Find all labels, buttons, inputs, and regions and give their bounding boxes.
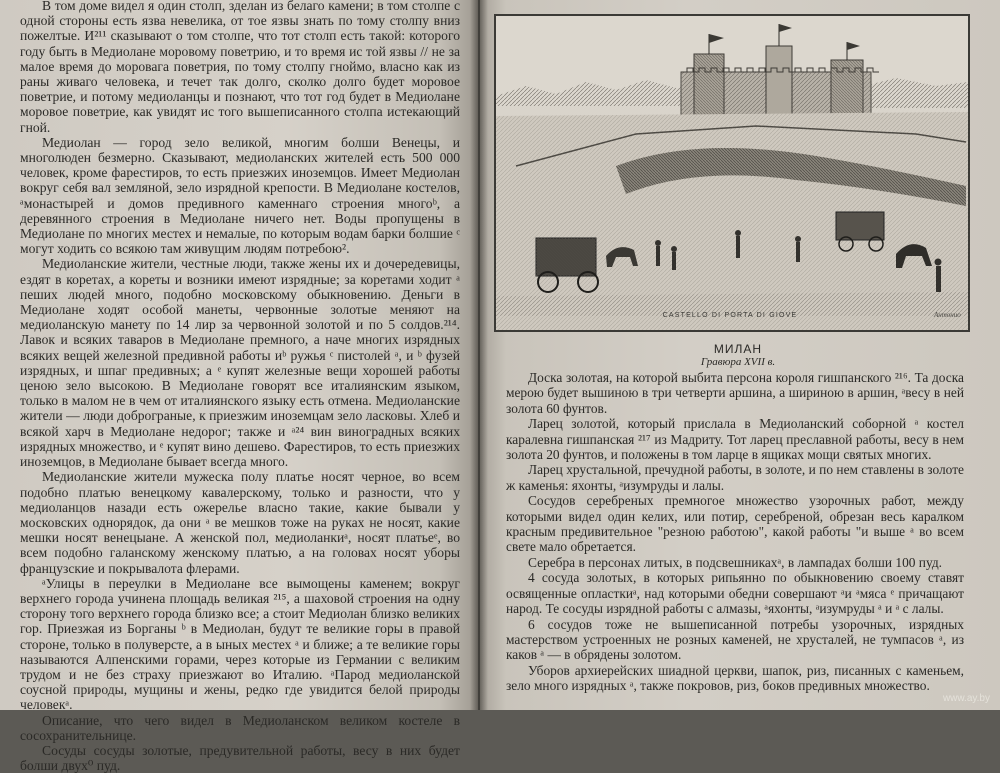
- paragraph: Ларец золотой, который прислала в Медиоланский соборной ᵃ костел каралевна гишпанская ²¹⁷ из Мадриту. Тот ларец преславной работы, весу в нем золота 20 фунтов, и положены в том ларце в ящиках мощи святых многих.: [506, 416, 964, 463]
- paragraph: Сосуды сосуды золотые, предувительной работы, весу в них будет болши двух⁰ пуд.: [20, 742, 460, 773]
- figure-subtitle: Гравюра XVII в.: [700, 356, 776, 368]
- paragraph: Медиоланские жители, честные люди, также жены их и дочередевицы, ездят в коретах, а кореты и возники имеют изрядные; за коретами ходит ᵃ пеших людей много, подобно московскому обыкновению. Деньги в Медиолане ходят особой манеты, червонные золотые меняют на медиоланскую манету по 14 лир за червонной золотой и по 5 солдов.²¹⁴. Лавок и всяких таваров в Медиолане премного, а наче многих изрядных всяких вещей железной предивной работы иᵇ ружья ᶜ пистолей ᵃ, и ᵇ фузей изрядных, и шпаг предивных; а ᵉ купят железные вещи хорошей работы ценою зело высокою. В Медиолане говорят все италиянским языком, только в малом не в чем от италиянского языку есть отмена. Медиоланские жители — люди доброграные, к приезжим иноземцам зело ласковы. Хлеб и всякой харч в Медиолане недорог; также и ᵃ²⁴ вин виноградных всяких изрядных множество, и ᵉ купят вино дешево. Фарестиров, то есть приезжих иноземцов, в Медиолане бывает всегда много.: [20, 256, 460, 470]
- left-page-text: [20, 0, 460, 773]
- paragraph: 6 сосудов тоже не вышеписанной потребы узорочных, изрядных мастерством устроенных не розных каменей, не хрусталей, не тумпасов ᵃ, из каков ᵃ — в обрядены золотом.: [506, 616, 964, 663]
- plate-signature: Антонио: [934, 311, 961, 319]
- left-page: [0, 0, 478, 773]
- paragraph: Доска золотая, на которой выбита персона короля гишпанского ²¹⁶. Та доска мерою будет вышиною в три четверти аршина, а шириною в аршин, ᵃвесу в ней золота 60 фунтов.: [506, 370, 964, 416]
- paragraph: ᵃУлицы в переулки в Медиолане все вымощены каменем; вокруг верхнего города учинена площадь великая ²¹⁵, а шаховой строения на одну сторону того верхнего города близко все; а стоит Медиолан близко великих гор. Приезжая из Борганы ᵇ в Медиолан, будут те великие горы в правой стороне, только в полуверсте, а в ыных местех ᵃ и ближе; а те великие горы называются Алпенскими горами, через которые из Германии с великим трудом и не без страху приезжают во Италию. ᵃПарод медиоланской соусной природы, мущины и жены, редко где увидится белой природы человекᵃ.: [20, 575, 460, 713]
- paragraph: Медиолан — город зело великой, многим болши Венецы, и многолюден безмерно. Сказывают, медиоланских жителей есть 500 000 человек, кроме фарестиров, то есть приезжих иноземцов. Имеет Медиолан вокруг себя вал земляной, зело изрядной крепости. В Медиолане костелов, ᵃмонастырей и домов предивного каменнаго строения многоᵇ, а деревянного строения в Медиолане ничего нет. Воды пропущены в Медиолане по многих местех и немалые, по которым водам барки болшие ᶜ могут ходить со всякою там живущим людям потребою².: [20, 134, 460, 257]
- paragraph: 4 сосуда золотых, в которых рипьянно по обыкновению своему ставят освященные опласткиᵃ, над которыми обедни совершают ᵃи ᵃмяса ᵉ причащают народ. Те сосуды изрядной работы с алмазы, ᵃяхонты, ᵃизумруды ᵃ и ᵃ с лалы.: [506, 570, 964, 617]
- paragraph: Ларец хрустальной, пречудной работы, в золоте, и по нем ставлены в золоте ж каменья: яхонты, ᵃизумруды и лалы.: [506, 462, 964, 493]
- right-page-text: [506, 370, 964, 694]
- paragraph: Уборов архиерейских шиадной церкви, шапок, риз, писанных с каменьем, зело много изрядных ᵃ, также покровов, риз, боков предивных множество.: [506, 662, 964, 694]
- right-page: [480, 0, 1000, 710]
- paragraph: Серебра в персонах литых, в подсвешникахᵃ, в лампадах болши 100 пуд.: [528, 554, 942, 570]
- paragraph: Медиоланские жители мужеска полу платье носят черное, во всем подобно платью венецкому кавалерскому, только и разности, что у медиоланцов назади есть ожерелье власно такие, какие бывали у московских однорядок, да они ᵃ ве мешков тоже на руках не носят, какие мешки носят венецыане. А женской пол, медиоланкиᵃ, носят платьеᵉ, во всем подобно галанскому женскому платью, а на головах носят уборы французские и покрывалота флерами.: [20, 469, 460, 576]
- paragraph: В том доме видел я один столп, зделан из белаго камени; в том столпе с одной стороны есть язва невелика, от тое язвы знать по тому столпу вниз пожелтые. И²¹¹ сказывают о том столпе, что тот столп есть такой: которого году быть в Медиолане моровому поветрию, и то время ис той язвы // не за малое время до моровага поветрия, по тому столпу гноймо, власно как из раны живаго человека, и течет так долго, сколко долго будет моровое поветрие, и потому медиоланцы и познают, что тот год будет в Медиолане моровое поветрие, как увидят ис того вышеписанного столпа истекающий гной.: [20, 0, 460, 135]
- paragraph: Описание, что чего видел в Медиоланском великом костеле в сосохранительнице.: [20, 712, 460, 743]
- plate-caption: CASTELLO DI PORTA DI GIOVE: [662, 312, 798, 319]
- watermark: www.ay.by: [942, 693, 990, 704]
- paragraph: Сосудов серебреных премногое множество узорочных работ, между которыми видел один келих, или потир, серебреной, обрезан весь каралком красным предивительное "резною работою", какой работы "и выше ᵃ во всем свете мало обретается.: [506, 493, 964, 555]
- book-gutter: [470, 0, 488, 710]
- engraving-illustration: [494, 14, 970, 332]
- figure-title: МИЛАН: [713, 342, 763, 356]
